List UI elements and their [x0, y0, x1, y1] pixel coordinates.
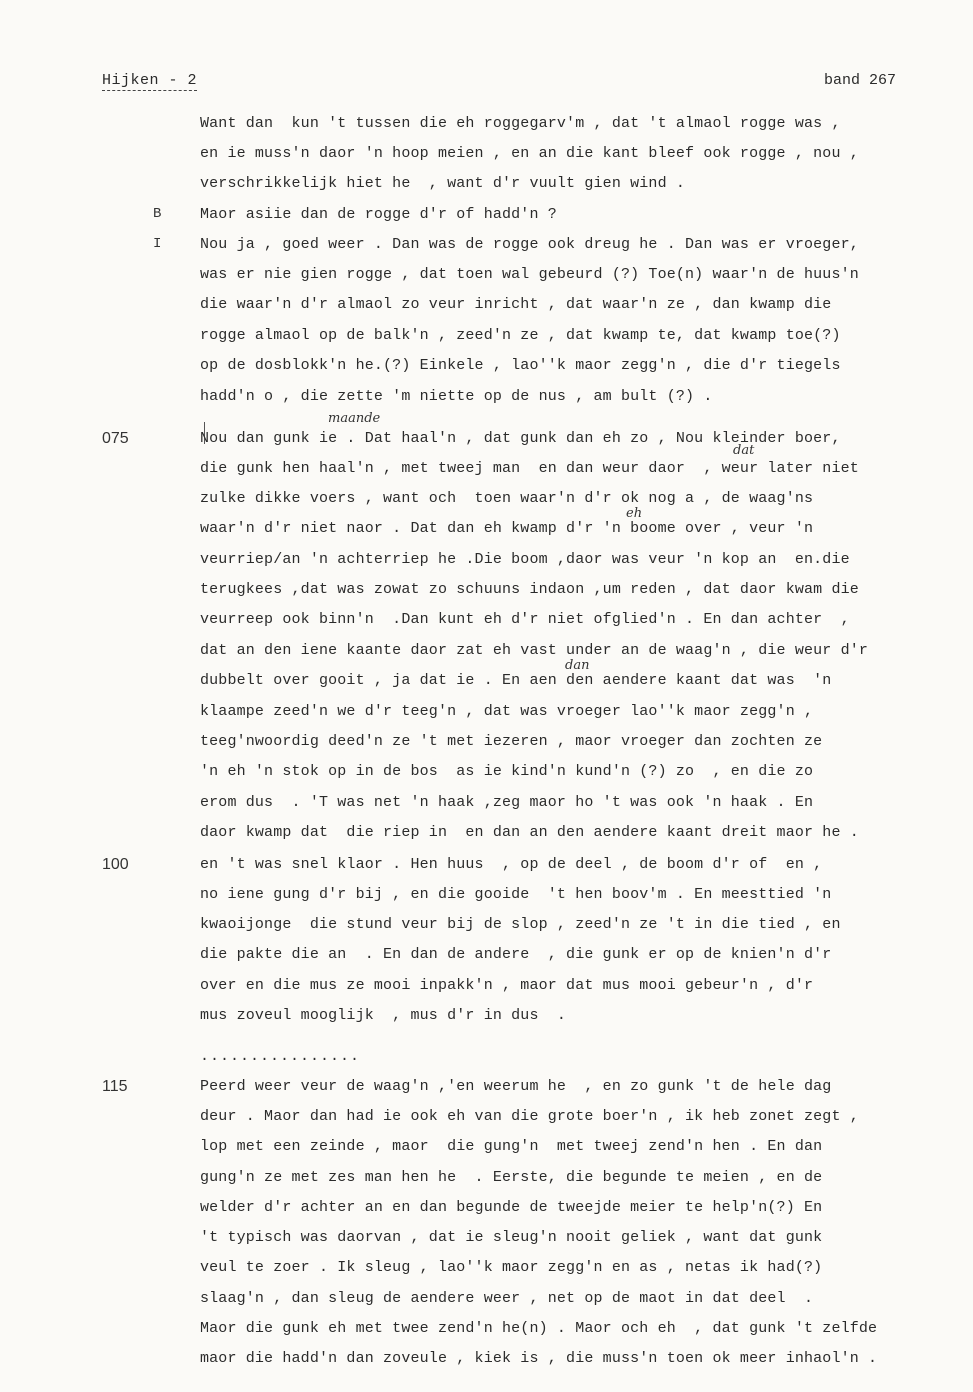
transcript-line: terugkees ,dat was zowat zo schuuns indaon ,um reden , dat daor kwam die	[200, 581, 859, 598]
transcript-line: deur . Maor dan had ie ook eh van die grote boer'n , ik heb zonet zegt ,	[200, 1108, 859, 1125]
transcript-line: Nou ja , goed weer . Dan was de rogge ook dreug he . Dan was er vroeger,	[200, 236, 859, 253]
handwritten-note: eh	[626, 506, 643, 521]
transcript-line: mus zoveul mooglijk , mus d'r in dus .	[200, 1007, 567, 1024]
handwritten-note: dan	[565, 658, 590, 673]
transcript-line: op de dosblokk'n he.(?) Einkele , lao''k maor zegg'n , die d'r tiegels	[200, 357, 841, 374]
transcript-line: Want dan kun 't tussen die eh roggegarv'm , dat 't almaol rogge was ,	[200, 115, 841, 132]
transcript-line: klaampe zeed'n we d'r teeg'n , dat was vroeger lao''k maor zegg'n ,	[200, 703, 814, 720]
transcript-line: was er nie gien rogge , dat toen wal gebeurd (?) Toe(n) waar'n de huus'n	[200, 266, 859, 283]
transcript-line: 't typisch was daorvan , dat ie sleug'n nooit geliek , want dat gunk	[200, 1229, 823, 1246]
transcript-line: daor kwamp dat die riep in en dan an den aendere kaant dreit maor he .	[200, 824, 859, 841]
transcript-line: die gunk hen haal'n , met tweej man en dan weur daor , weur later niet	[200, 460, 859, 477]
transcript-line: veul te zoer . Ik sleug , lao''k maor zegg'n en as , netas ik had(?)	[200, 1259, 823, 1276]
transcript-line: en ie muss'n daor 'n hoop meien , en an die kant bleef ook rogge , nou ,	[200, 145, 859, 162]
header-left: Hijken - 2	[102, 72, 198, 89]
line-number: 075	[102, 430, 129, 447]
header-right: band 267	[824, 72, 897, 89]
transcript-line: Peerd weer veur de waag'n ,'en weerum he , en zo gunk 't de hele dag	[200, 1078, 832, 1095]
transcript-line: dat an den iene kaante daor zat eh vast under an de waag'n , die weur d'r	[200, 642, 869, 659]
handwritten-note: maande	[328, 411, 381, 426]
transcript-line: erom dus . 'T was net 'n haak ,zeg maor ho 't was ook 'n haak . En	[200, 794, 814, 811]
transcript-line: maor die hadd'n dan zoveule , kiek is , die muss'n toen ok meer inhaol'n .	[200, 1350, 878, 1367]
transcript-line: Maor asiie dan de rogge d'r of hadd'n ?	[200, 206, 557, 223]
transcript-line: veurreep ook binn'n .Dan kunt eh d'r niet ofglied'n . En dan achter ,	[200, 611, 850, 628]
transcript-line: welder d'r achter an en dan begunde de tweejde meier te help'n(?) En	[200, 1199, 823, 1216]
speaker-marker: I	[153, 236, 162, 252]
line-number: 115	[102, 1078, 128, 1095]
transcript-line: Nou dan gunk ie . Dat haal'n , dat gunk dan eh zo , Nou kleinder boer,	[200, 430, 841, 447]
transcript-line: die pakte die an . En dan de andere , die gunk er op de knien'n d'r	[200, 946, 832, 963]
transcript-line: die waar'n d'r almaol zo veur inricht , dat waar'n ze , dan kwamp die	[200, 296, 832, 313]
transcript-line: gung'n ze met zes man hen he . Eerste, die begunde te meien , en de	[200, 1169, 823, 1186]
transcript-line: over en die mus ze mooi inpakk'n , maor dat mus mooi gebeur'n , d'r	[200, 977, 814, 994]
transcript-line: waar'n d'r niet naor . Dat dan eh kwamp d'r 'n boome over , veur 'n	[200, 520, 814, 537]
transcript-line: lop met een zeinde , maor die gung'n met tweej zend'n hen . En dan	[200, 1138, 823, 1155]
section-break: ................	[200, 1048, 361, 1065]
line-number: 100	[102, 856, 129, 873]
transcript-line: teeg'nwoordig deed'n ze 't met iezeren , maor vroeger dan zochten ze	[200, 733, 823, 750]
transcript-line: veurriep/an 'n achterriep he .Die boom ,daor was veur 'n kop an en.die	[200, 551, 850, 568]
transcript-line: dubbelt over gooit , ja dat ie . En aen den aendere kaant dat was 'n	[200, 672, 832, 689]
transcript-line: Maor die gunk eh met twee zend'n he(n) . Maor och eh , dat gunk 't zelfde	[200, 1320, 878, 1337]
transcript-line: no iene gung d'r bij , en die gooide 't hen boov'm . En meesttied 'n	[200, 886, 832, 903]
transcript-line: zulke dikke voers , want och toen waar'n d'r ok nog a , de waag'ns	[200, 490, 814, 507]
transcript-line: 'n eh 'n stok op in de bos as ie kind'n kund'n (?) zo , en die zo	[200, 763, 814, 780]
transcript-line: slaag'n , dan sleug de aendere weer , net op de maot in dat deel .	[200, 1290, 814, 1307]
transcript-line: kwaoijonge die stund veur bij de slop , zeed'n ze 't in die tied , en	[200, 916, 841, 933]
transcript-line: rogge almaol op de balk'n , zeed'n ze , dat kwamp te, dat kwamp toe(?)	[200, 327, 841, 344]
transcript-line: hadd'n o , die zette 'm niette op de nus , am bult (?) .	[200, 388, 713, 405]
speaker-marker: B	[153, 206, 162, 222]
transcript-line: verschrikkelijk hiet he , want d'r vuult gien wind .	[200, 175, 686, 192]
transcript-line: en 't was snel klaor . Hen huus , op de deel , de boom d'r of en ,	[200, 856, 823, 873]
handwritten-note: dat	[733, 443, 755, 458]
